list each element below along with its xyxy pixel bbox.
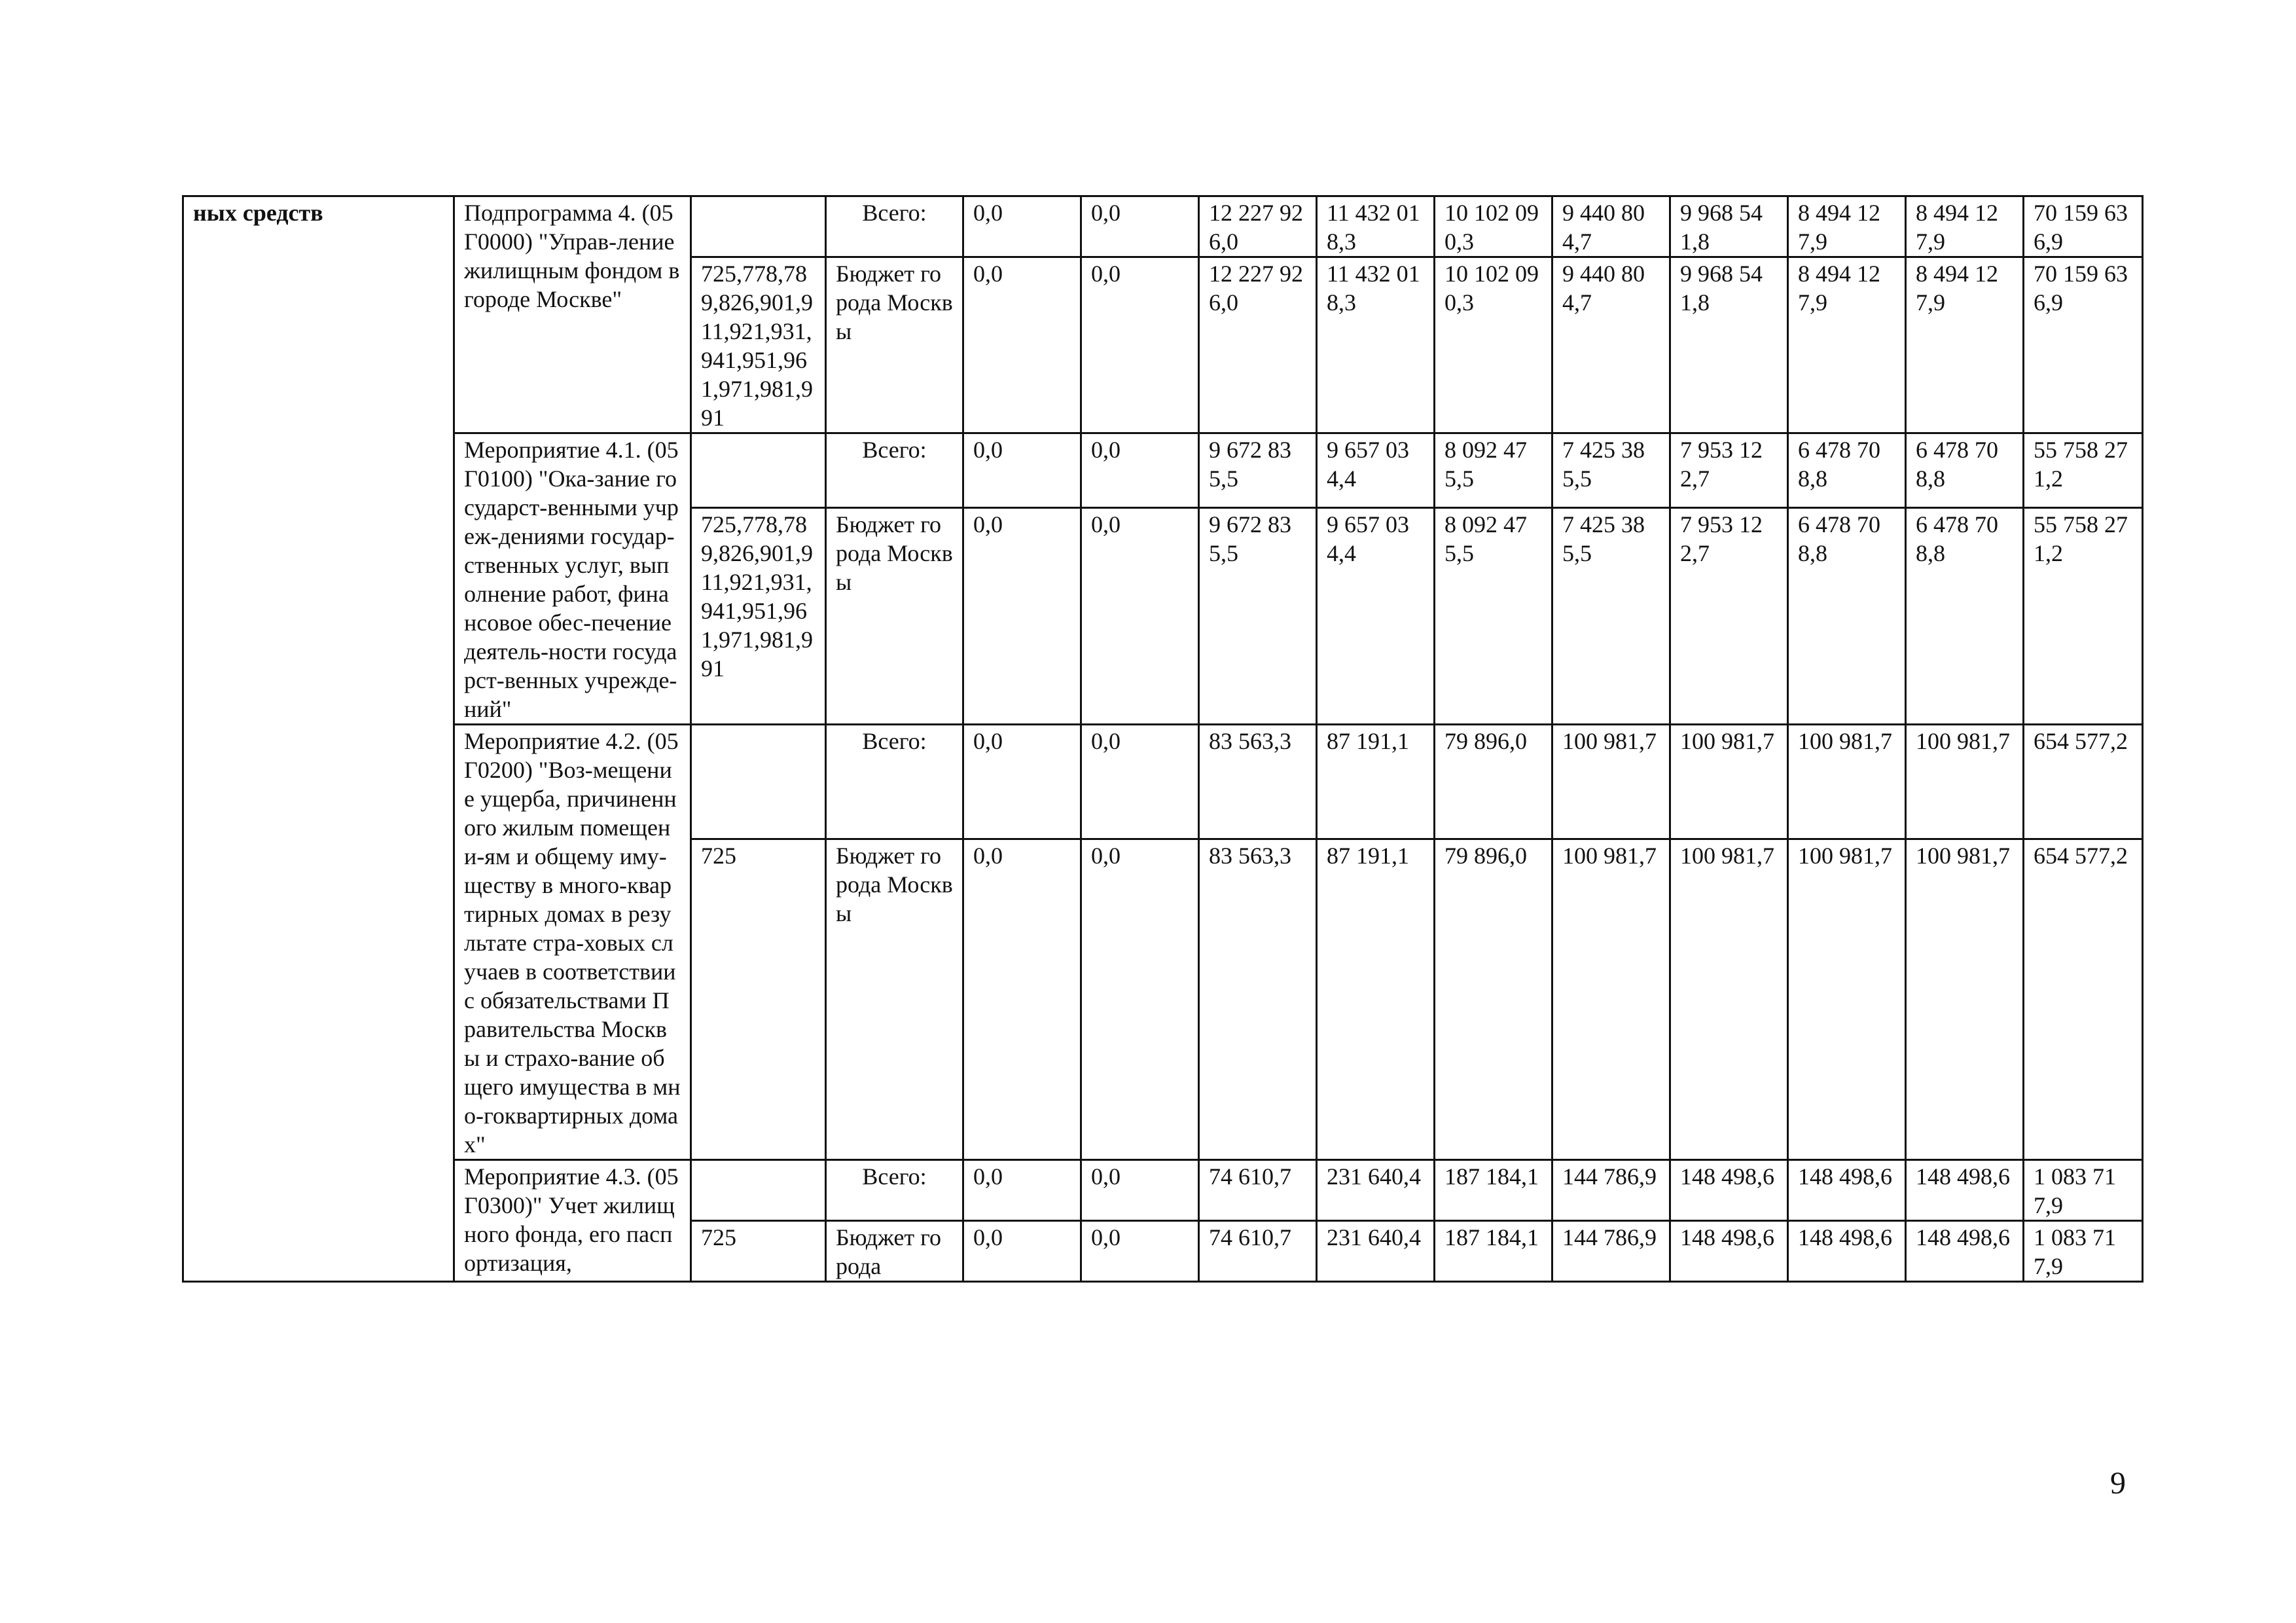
amount-cell: 231 640,4 <box>1317 1160 1435 1221</box>
amount-cell: 148 498,6 <box>1670 1160 1788 1221</box>
amount-cell: 10 102 090,3 <box>1435 196 1552 257</box>
amount-cell: 6 478 708,8 <box>1906 508 2024 725</box>
amount-cell: 9 968 541,8 <box>1670 196 1788 257</box>
amount-cell: 74 610,7 <box>1199 1221 1317 1282</box>
budget-table <box>182 195 2144 1283</box>
amount-cell: 0,0 <box>1081 433 1199 508</box>
amount-cell: 231 640,4 <box>1317 1221 1435 1282</box>
amount-cell: 0,0 <box>1081 196 1199 257</box>
amount-cell: 148 498,6 <box>1670 1221 1788 1282</box>
funding-source: Бюджет города Москвы <box>826 839 963 1160</box>
total-label: Всего: <box>826 433 963 508</box>
amount-cell: 100 981,7 <box>1788 839 1906 1160</box>
amount-cell: 100 981,7 <box>1552 839 1670 1160</box>
amount-cell: 0,0 <box>963 1221 1081 1282</box>
amount-cell: 8 494 127,9 <box>1906 196 2024 257</box>
amount-cell: 187 184,1 <box>1435 1221 1552 1282</box>
program-name: Подпрограмма 4. (05Г0000) "Управ-ление жилищным фондом в городе Москве" <box>454 196 691 433</box>
amount-cell: 55 758 271,2 <box>2024 433 2143 508</box>
budget-codes <box>691 1160 826 1221</box>
amount-cell: 1 083 717,9 <box>2024 1221 2143 1282</box>
program-name: Мероприятие 4.2. (05Г0200) "Воз-мещение ущерба, причиненного жилым помещени-ям и общему иму-ществу в много-квартирных домах в результате стра-ховых случаев в соответствии с обязательствами Правительства Москвы и страхо-вание общего имущества в мно-гоквартирных домах" <box>454 725 691 1160</box>
amount-cell: 100 981,7 <box>1670 725 1788 839</box>
total-label: Всего: <box>826 196 963 257</box>
amount-cell: 12 227 926,0 <box>1199 196 1317 257</box>
amount-cell: 9 657 034,4 <box>1317 433 1435 508</box>
budget-codes: 725,778,789,826,901,911,921,931,941,951,961,971,981,991 <box>691 508 826 725</box>
amount-cell: 144 786,9 <box>1552 1160 1670 1221</box>
amount-cell: 11 432 018,3 <box>1317 196 1435 257</box>
amount-cell: 55 758 271,2 <box>2024 508 2143 725</box>
amount-cell: 9 672 835,5 <box>1199 433 1317 508</box>
funding-source: Бюджет города Москвы <box>826 257 963 433</box>
amount-cell: 1 083 717,9 <box>2024 1160 2143 1221</box>
section-label: ных средств <box>183 196 454 1282</box>
funding-source: Бюджет города <box>826 1221 963 1282</box>
total-label: Всего: <box>826 725 963 839</box>
amount-cell: 0,0 <box>963 1160 1081 1221</box>
amount-cell: 0,0 <box>963 433 1081 508</box>
amount-cell: 8 494 127,9 <box>1788 257 1906 433</box>
program-name: Мероприятие 4.3. (05Г0300)" Учет жилищного фонда, его паспортизация, <box>454 1160 691 1282</box>
amount-cell: 0,0 <box>1081 257 1199 433</box>
amount-cell: 148 498,6 <box>1906 1160 2024 1221</box>
amount-cell: 100 981,7 <box>1788 725 1906 839</box>
amount-cell: 100 981,7 <box>1906 839 2024 1160</box>
budget-codes <box>691 196 826 257</box>
amount-cell: 74 610,7 <box>1199 1160 1317 1221</box>
amount-cell: 8 092 475,5 <box>1435 508 1552 725</box>
budget-codes: 725,778,789,826,901,911,921,931,941,951,961,971,981,991 <box>691 257 826 433</box>
amount-cell: 654 577,2 <box>2024 725 2143 839</box>
budget-codes <box>691 725 826 839</box>
amount-cell: 7 953 122,7 <box>1670 433 1788 508</box>
amount-cell: 100 981,7 <box>1906 725 2024 839</box>
amount-cell: 9 968 541,8 <box>1670 257 1788 433</box>
amount-cell: 79 896,0 <box>1435 839 1552 1160</box>
table-row <box>183 196 2143 257</box>
amount-cell: 9 672 835,5 <box>1199 508 1317 725</box>
amount-cell: 0,0 <box>1081 1160 1199 1221</box>
amount-cell: 0,0 <box>963 257 1081 433</box>
amount-cell: 6 478 708,8 <box>1788 433 1906 508</box>
amount-cell: 12 227 926,0 <box>1199 257 1317 433</box>
budget-codes <box>691 433 826 508</box>
amount-cell: 0,0 <box>1081 725 1199 839</box>
amount-cell: 148 498,6 <box>1788 1221 1906 1282</box>
amount-cell: 7 425 385,5 <box>1552 433 1670 508</box>
program-name: Мероприятие 4.1. (05Г0100) "Ока-зание государст-венными учреж-дениями государ-ственных услуг, выполнение работ, финансовое обес-печение деятель-ности государст-венных учрежде-ний" <box>454 433 691 725</box>
amount-cell: 100 981,7 <box>1552 725 1670 839</box>
amount-cell: 654 577,2 <box>2024 839 2143 1160</box>
amount-cell: 87 191,1 <box>1317 725 1435 839</box>
table-body <box>183 196 2143 1282</box>
amount-cell: 7 953 122,7 <box>1670 508 1788 725</box>
amount-cell: 148 498,6 <box>1788 1160 1906 1221</box>
amount-cell: 79 896,0 <box>1435 725 1552 839</box>
amount-cell: 6 478 708,8 <box>1906 433 2024 508</box>
amount-cell: 70 159 636,9 <box>2024 257 2143 433</box>
amount-cell: 87 191,1 <box>1317 839 1435 1160</box>
amount-cell: 144 786,9 <box>1552 1221 1670 1282</box>
page-number: 9 <box>2110 1466 2126 1501</box>
amount-cell: 7 425 385,5 <box>1552 508 1670 725</box>
amount-cell: 8 494 127,9 <box>1788 196 1906 257</box>
amount-cell: 148 498,6 <box>1906 1221 2024 1282</box>
amount-cell: 10 102 090,3 <box>1435 257 1552 433</box>
amount-cell: 0,0 <box>963 839 1081 1160</box>
amount-cell: 0,0 <box>963 508 1081 725</box>
amount-cell: 0,0 <box>1081 839 1199 1160</box>
amount-cell: 100 981,7 <box>1670 839 1788 1160</box>
total-label: Всего: <box>826 1160 963 1221</box>
table-row <box>183 725 2143 839</box>
amount-cell: 187 184,1 <box>1435 1160 1552 1221</box>
amount-cell: 8 494 127,9 <box>1906 257 2024 433</box>
amount-cell: 9 657 034,4 <box>1317 508 1435 725</box>
funding-source: Бюджет города Москвы <box>826 508 963 725</box>
amount-cell: 0,0 <box>1081 508 1199 725</box>
table-row <box>183 433 2143 508</box>
budget-codes: 725 <box>691 839 826 1160</box>
budget-codes: 725 <box>691 1221 826 1282</box>
amount-cell: 6 478 708,8 <box>1788 508 1906 725</box>
table-row <box>183 1160 2143 1221</box>
amount-cell: 8 092 475,5 <box>1435 433 1552 508</box>
amount-cell: 70 159 636,9 <box>2024 196 2143 257</box>
amount-cell: 83 563,3 <box>1199 839 1317 1160</box>
amount-cell: 0,0 <box>963 725 1081 839</box>
amount-cell: 9 440 804,7 <box>1552 257 1670 433</box>
amount-cell: 83 563,3 <box>1199 725 1317 839</box>
amount-cell: 0,0 <box>1081 1221 1199 1282</box>
amount-cell: 11 432 018,3 <box>1317 257 1435 433</box>
amount-cell: 9 440 804,7 <box>1552 196 1670 257</box>
amount-cell: 0,0 <box>963 196 1081 257</box>
